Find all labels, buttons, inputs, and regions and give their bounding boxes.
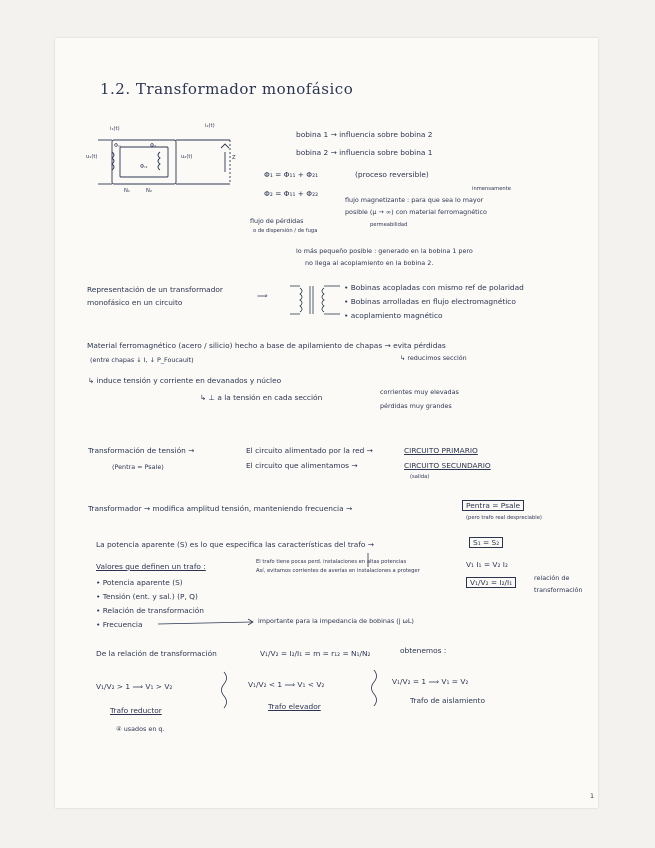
relacion-formula: V₁/V₂ = I₂/I₁ = m = r₁₂ = N₁/N₂ bbox=[260, 649, 371, 658]
valor-potencia: • Potencia aparente (S) bbox=[96, 578, 183, 587]
pequeno-line2: no llega al acoplamiento en la bobina 2. bbox=[305, 259, 434, 267]
ratio-equation-box: V₁/V₂ = I₂/I₁ bbox=[466, 577, 516, 588]
obtenemos: obtenemos : bbox=[400, 646, 447, 655]
perdidas-grandes: pérdidas muy grandes bbox=[380, 402, 452, 410]
flux-phir1-label: Φᵣ₁ bbox=[140, 164, 148, 170]
trafo-reductor-label: Trafo reductor bbox=[110, 706, 162, 715]
salida-note: (salida) bbox=[410, 474, 430, 480]
flujo-perdidas-line1: flujo de pérdidas bbox=[250, 217, 304, 225]
pentra-psale-box: Pentra = Psale bbox=[462, 500, 524, 511]
flujo-perdidas-line2: o de dispersión / de fuga bbox=[253, 228, 318, 234]
voltage-u1-label: u₁(t) bbox=[86, 154, 98, 160]
circuito-primario: CIRCUITO PRIMARIO bbox=[404, 446, 478, 455]
relacion-label-line2: transformación bbox=[534, 586, 583, 594]
impedance-z-label: Z bbox=[232, 155, 236, 161]
material-line1: Material ferromagnético (acero / silicio) hecho a base de apilamiento de chapas → evita pérdidas bbox=[87, 341, 446, 350]
caso-aislamiento-formula: V₁/V₂ = 1 ⟹ V₁ = V₂ bbox=[392, 677, 469, 686]
corrientes-elevadas: corrientes muy elevadas bbox=[380, 388, 459, 396]
transformador-text: Transformador → modifica amplitud tensión, manteniendo frecuencia → bbox=[88, 504, 353, 513]
flux-phim-label: Φₘ bbox=[114, 143, 122, 149]
importante-impedancia: importante para la impedancia de bobinas (j ωL) bbox=[258, 617, 414, 625]
current-i2-label: i₂(t) bbox=[205, 123, 215, 129]
current-i1-label: i₁(t) bbox=[110, 126, 120, 132]
perpendicular-tension: ↳ ⊥ a la tensión en cada sección bbox=[200, 393, 323, 402]
trafo-perdidas-note2: Así, evitamos corrientes de averías en instalaciones a proteger bbox=[256, 568, 420, 574]
s1-s2-box: S₁ = S₂ bbox=[469, 537, 503, 548]
relacion-text: De la relación de transformación bbox=[96, 649, 217, 658]
representacion-line1: Representación de un transformador bbox=[87, 285, 223, 294]
bobina-1-note: bobina 1 → influencia sobre bobina 2 bbox=[296, 130, 433, 139]
valor-tension: • Tensión (ent. y sal.) (P, Q) bbox=[96, 592, 198, 601]
representacion-arrow: ⟹ bbox=[257, 291, 268, 300]
pequeno-line1: lo más pequeño posible : generado en la bobina 1 pero bbox=[296, 247, 473, 255]
valor-frecuencia: • Frecuencia bbox=[96, 620, 142, 629]
representacion-line2: monofásico en un circuito bbox=[87, 298, 183, 307]
power-equation: V₁ I₁ = V₂ I₂ bbox=[466, 560, 508, 569]
valor-relacion: • Relación de transformación bbox=[96, 606, 204, 615]
phi1-equation: Φ₁ = Φ₁₁ + Φ₂₁ bbox=[264, 170, 319, 179]
transformacion-tension-label: Transformación de tensión → bbox=[88, 446, 195, 455]
pentra-psale-note: (Pentra = Psale) bbox=[112, 463, 164, 471]
usados-note: ④ usados en q. bbox=[116, 725, 165, 733]
flujo-magnetizante-line1: flujo magnetizante : para que sea lo mayor bbox=[345, 196, 484, 204]
flux-phi2-label: Φ₂ bbox=[150, 143, 157, 149]
inmensamente-note: inmensamente bbox=[472, 186, 511, 192]
bullet-arrolladas: • Bobinas arrolladas en flujo electromagnético bbox=[344, 297, 516, 306]
circuito-red-text: El circuito alimentado por la red → bbox=[246, 446, 373, 455]
trafo-elevador-label: Trafo elevador bbox=[268, 702, 321, 711]
page-number: 1 bbox=[590, 792, 595, 800]
caso-reductor-formula: V₁/V₂ > 1 ⟹ V₁ > V₂ bbox=[96, 682, 173, 691]
valores-heading: Valores que definen un trafo : bbox=[96, 562, 206, 571]
reducimos-seccion: ↳ reducimos sección bbox=[400, 354, 467, 362]
bullet-acoplamiento: • acoplamiento magnético bbox=[344, 311, 443, 320]
induce-tension: ↳ induce tensión y corriente en devanados y núcleo bbox=[88, 376, 282, 385]
bullet-acopladas: • Bobinas acopladas con mismo ref de polaridad bbox=[344, 283, 524, 292]
trafo-aislamiento-label: Trafo de aislamiento bbox=[410, 696, 485, 705]
trafo-perdidas-note1: El trafo tiene pocas perd. instalaciones en altas potencias bbox=[256, 559, 407, 565]
potencia-text: La potencia aparente (S) es lo que especifica las características del trafo → bbox=[96, 540, 374, 549]
phi1-note: (proceso reversible) bbox=[355, 170, 429, 179]
trafo-real-note: (pero trafo real despreciable) bbox=[466, 515, 542, 521]
circuito-alimentamos-text: El circuito que alimentamos → bbox=[246, 461, 358, 470]
bobina-2-note: bobina 2 → influencia sobre bobina 1 bbox=[296, 148, 433, 157]
turns-n1-label: N₁ bbox=[124, 188, 130, 194]
relacion-label-line1: relación de bbox=[534, 574, 570, 582]
caso-elevador-formula: V₁/V₂ < 1 ⟹ V₁ < V₂ bbox=[248, 680, 325, 689]
voltage-u2-label: u₂(t) bbox=[181, 154, 193, 160]
circuito-secundario: CIRCUITO SECUNDARIO bbox=[404, 461, 491, 470]
flujo-magnetizante-line2: posible (μ → ∞) con material ferromagnético bbox=[345, 208, 487, 216]
phi2-equation: Φ₂ = Φ₁₁ + Φ₂₂ bbox=[264, 189, 319, 198]
turns-n2-label: N₂ bbox=[146, 188, 152, 194]
page-title: 1.2. Transformador monofásico bbox=[100, 80, 354, 98]
permeabilidad-note: permeabilidad bbox=[370, 222, 408, 228]
material-line2: (entre chapas ↓ I, ↓ P_Foucault) bbox=[90, 356, 194, 364]
